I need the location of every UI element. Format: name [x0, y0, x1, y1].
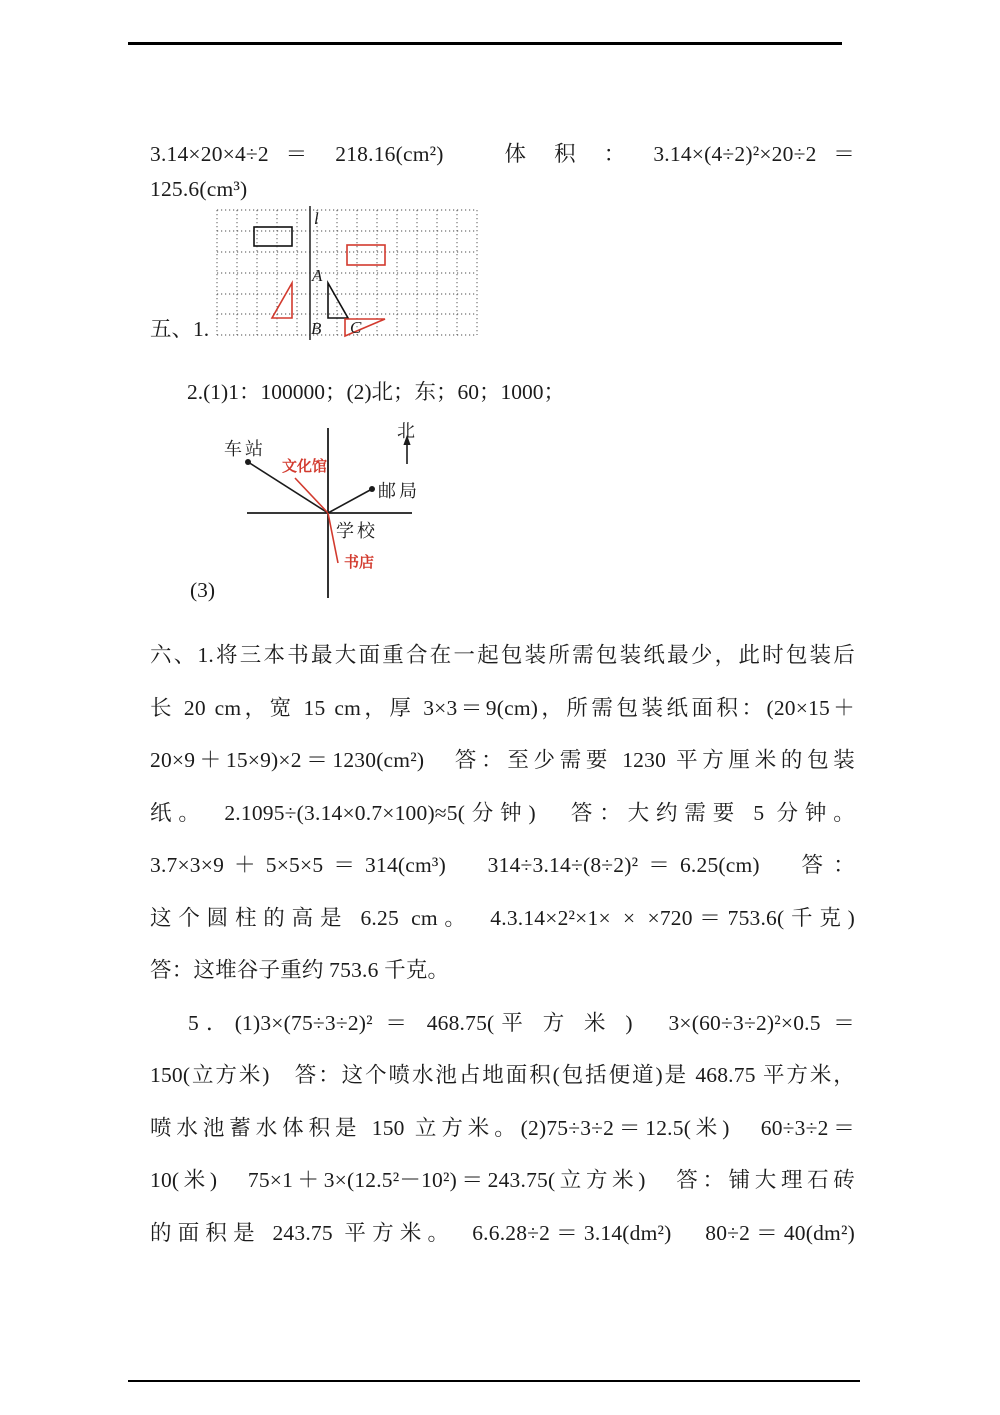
point-label-c: C: [350, 318, 362, 337]
point-label-a: A: [312, 266, 323, 285]
post-office-label: 邮局: [378, 481, 420, 501]
post-office-line: [328, 489, 372, 513]
answer-line-surface-area: 3.14×20×4÷2 ＝ 218.16(cm²) 体 积 ： 3.14×(4÷2)²×20÷2 ＝: [150, 142, 855, 166]
post-office-dot: [369, 486, 375, 492]
map-direction-figure: [190, 412, 430, 602]
school-label: 学校: [336, 521, 378, 541]
mirrored-triangle-red: [272, 283, 292, 318]
culture-hall-label: 文化馆: [282, 458, 328, 475]
section-six-line-1: 六、1.将三本书最大面重合在一起包装所需包装纸最少，此时包装后: [150, 643, 855, 667]
section-six-line-2: 长 20 cm，宽 15 cm，厚 3×3＝9(cm)，所需包装纸面积：(20×15＋: [150, 696, 855, 720]
section-five-item3-label: (3): [190, 578, 216, 602]
section-six-line-12: 的面积是 243.75 平方米。 6.6.28÷2＝3.14(dm²) 80÷2＝40(dm²): [150, 1221, 855, 1245]
answer-line-volume: 125.6(cm³): [150, 177, 248, 201]
transformed-rectangle-red: [347, 245, 385, 265]
section-six-line-10: 喷水池蓄水体积是 150 立方米。(2)75÷3÷2＝12.5(米) 60÷3÷2＝: [150, 1116, 855, 1140]
axis-label-l: l: [314, 209, 319, 228]
section-six-line-11: 10(米) 75×1＋3×(12.5²－10²)＝243.75(立方米) 答：铺大理石砖: [150, 1168, 855, 1192]
section-six-line-9: 150(立方米) 答：这个喷水池占地面积(包括便道)是 468.75 平方米，: [150, 1063, 855, 1087]
point-label-b: B: [311, 319, 322, 338]
section-five-item2-answer: 2.(1)1：100000；(2)北；东；60；1000；: [187, 380, 566, 404]
bottom-rule: [128, 1380, 860, 1382]
original-triangle: [328, 283, 348, 318]
section-six-line-7: 答：这堆谷子重约 753.6 千克。: [150, 958, 450, 982]
section-six-line-4: 纸。 2.1095÷(3.14×0.7×100)≈5(分钟) 答：大约需要 5 分钟。: [150, 801, 855, 825]
top-rule: [128, 42, 842, 45]
bookstore-label: 书店: [344, 554, 375, 571]
section-five-item1-label: 五、1.: [150, 317, 210, 341]
north-label: 北: [397, 421, 418, 441]
original-rectangle: [254, 227, 292, 246]
station-dot: [245, 459, 251, 465]
section-six-line-5: 3.7×3×9＋5×5×5＝314(cm³) 314÷3.14÷(8÷2)²＝6.25(cm) 答：: [150, 853, 855, 877]
section-six-line-6: 这个圆柱的高是 6.25 cm。 4.3.14×2²×1× × ×720＝753.6(千克): [150, 906, 855, 930]
station-label: 车站: [224, 439, 266, 459]
section-six-line-3: 20×9＋15×9)×2＝1230(cm²) 答：至少需要 1230 平方厘米的包装: [150, 748, 855, 772]
section-six-line-8: 5．(1)3×(75÷3÷2)² ＝ 468.75(平 方 米 ) 3×(60÷3÷2)²×0.5 ＝: [188, 1011, 855, 1035]
grid-geometry-figure: [215, 204, 485, 344]
